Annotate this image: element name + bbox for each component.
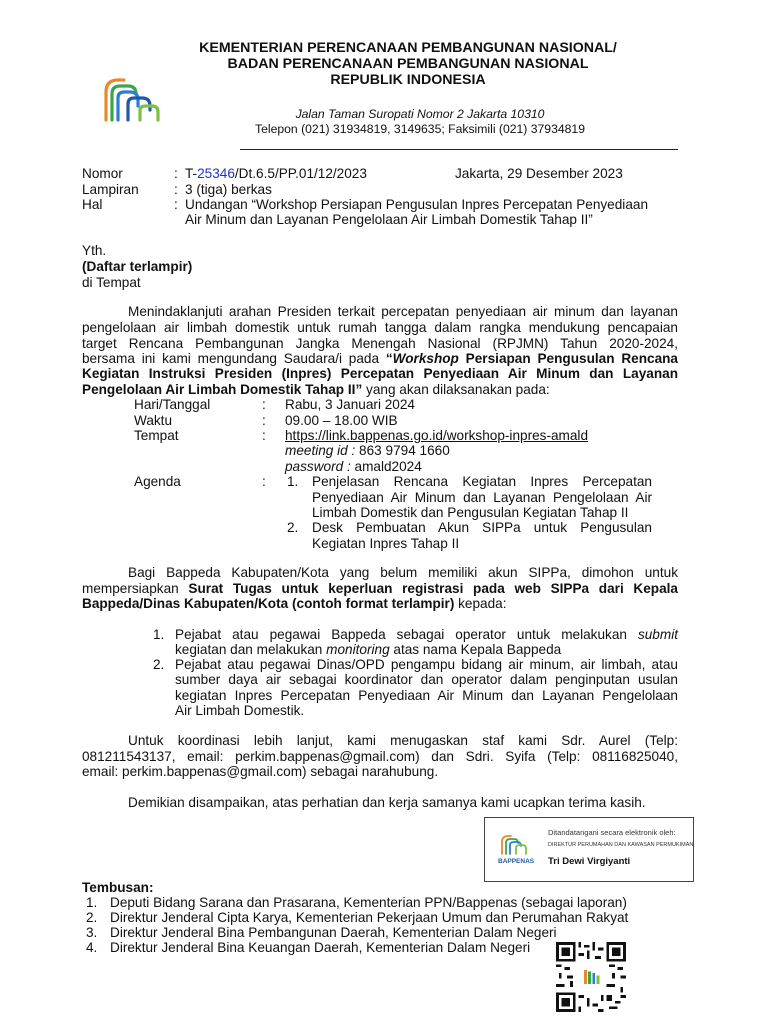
letterhead-title xyxy=(163,40,653,88)
waktu-value: 09.00 – 18.00 WIB xyxy=(285,413,398,428)
bappenas-logo-icon xyxy=(100,70,162,128)
letterhead-line-2: BADAN PERENCANAAN PEMBANGUNAN NASIONAL xyxy=(227,56,589,72)
agenda-item-2-line: Kegiatan Inpres Tahap II xyxy=(312,536,460,551)
qr-code-icon xyxy=(556,942,626,1012)
colon: : xyxy=(174,182,178,197)
paragraph-2-line: Bagi Bappeda Kabupaten/Kota yang belum memiliki akun SIPPa, dimohon untuk xyxy=(128,565,678,580)
paragraph-1-line: Pengelolaan Air Limbah Domestik Tahap II” yang akan dilaksanakan pada: xyxy=(82,382,550,397)
signer-name: Tri Dewi Virgiyanti xyxy=(548,856,631,867)
colon: : xyxy=(262,413,266,428)
tembusan-item: Direktur Jenderal Cipta Karya, Kementerian Pekerjaan Umum dan Perumahan Rakyat xyxy=(110,910,629,925)
paragraph-3-line: 081211543137, email: perkim.bappenas@gmail.com) dan Sdri. Syifa (Telp: 08116825040, xyxy=(82,749,678,764)
meeting-id: meeting id : 863 9794 1660 xyxy=(285,443,450,458)
list-item-2-line: Pejabat atau pegawai Dinas/OPD pengampu bidang air minum, air limbah, atau xyxy=(175,657,678,672)
list-item-1-line: kegiatan dan melakukan monitoring atas nama Kepala Bappeda xyxy=(175,642,562,657)
list-item-2-line: sumber daya air sebagai koordinator dan operator dalam penginputan usulan xyxy=(175,672,678,687)
list-item-2-line: Air Limbah Domestik. xyxy=(175,703,305,718)
signed-electronically-text: Ditandatangani secara elektronik oleh: xyxy=(548,828,676,837)
bappenas-logo-icon xyxy=(499,830,529,858)
list-num: 2. xyxy=(153,657,165,672)
e-signature-box xyxy=(484,817,694,882)
tembusan-label: Tembusan: xyxy=(82,880,154,895)
di-tempat: di Tempat xyxy=(82,275,141,290)
tembusan-item: Direktur Jenderal Bina Pembangunan Daerah, Kementerian Dalam Negeri xyxy=(110,925,557,940)
lampiran-value: 3 (tiga) berkas xyxy=(185,182,272,197)
colon: : xyxy=(174,197,178,212)
yth: Yth. xyxy=(82,243,107,258)
paragraph-1-line: target Rencana Pembangunan Jangka Menengah Nasional (RPJMN) Tahun 2020-2024, xyxy=(82,336,678,351)
lampiran-label: Lampiran xyxy=(82,182,139,197)
nomor-value: T-25346/Dt.6.5/PP.01/12/2023 xyxy=(185,166,367,181)
hari-label: Hari/Tanggal xyxy=(134,397,211,412)
waktu-label: Waktu xyxy=(134,413,173,428)
colon: : xyxy=(262,474,266,489)
paragraph-3-line: Untuk koordinasi lebih lanjut, kami menugaskan staf kami Sdr. Aurel (Telp: xyxy=(128,733,678,748)
agenda-label: Agenda xyxy=(134,474,181,489)
paragraph-1-line: pengelolaan air limbah domestik untuk rumah tangga dalam rangka mendukung pencapaian xyxy=(82,320,678,335)
workshop-link[interactable]: https://link.bappenas.go.id/workshop-inpres-amald xyxy=(285,428,589,443)
sig-logo-caption: BAPPENAS xyxy=(498,858,535,865)
letterhead-divider xyxy=(240,149,678,150)
hal-label: Hal xyxy=(82,197,103,212)
letterhead-line-1: KEMENTERIAN PERENCANAAN PEMBANGUNAN NASIONAL/ xyxy=(199,40,617,56)
hari-value: Rabu, 3 Januari 2024 xyxy=(285,397,415,412)
signer-position: DIREKTUR PERUMAHAN DAN KAWASAN PERMUKIMAN xyxy=(548,842,694,848)
hal-line-1: Undangan “Workshop Persiapan Pengusulan Inpres Percepatan Penyediaan xyxy=(185,197,649,212)
list-item-1-line: Pejabat atau pegawai Bappeda sebagai operator untuk melakukan submit xyxy=(175,627,678,642)
paragraph-1-line: Kegiatan Instruksi Presiden (Inpres) Percepatan Penyediaan Air Minum dan Layanan xyxy=(82,366,678,381)
paragraph-2-line: Bappeda/Dinas Kabupaten/Kota (contoh format terlampir) kepada: xyxy=(82,596,507,611)
agenda-item-2-line: Desk Pembuatan Akun SIPPa untuk Pengusulan xyxy=(312,520,652,535)
tembusan-item: Deputi Bidang Sarana dan Prasarana, Kementerian PPN/Bappenas (sebagai laporan) xyxy=(110,895,627,910)
hal-line-2: Air Minum dan Layanan Pengelolaan Air Limbah Domestik Tahap II” xyxy=(185,212,593,227)
colon: : xyxy=(174,166,178,181)
agenda-num: 2. xyxy=(287,520,299,535)
letterhead-address xyxy=(230,107,610,137)
letterhead-line-3: REPUBLIK INDONESIA xyxy=(330,72,486,88)
paragraph-1-line: bersama ini kami mengundang Saudara/i pada “Workshop Persiapan Pengusulan Rencana xyxy=(82,351,678,366)
paragraph-3-line: email: perkim.bappenas@gmail.com) sebagai narahubung. xyxy=(82,764,439,779)
agenda-item-1-line: Limbah Domestik dan Pengusulan Kegiatan Tahap II xyxy=(312,505,629,520)
tembusan-num: 1. xyxy=(86,895,98,910)
colon: : xyxy=(262,397,266,412)
meeting-password: password : amald2024 xyxy=(285,459,422,474)
letter-date: Jakarta, 29 Desember 2023 xyxy=(455,166,623,181)
agenda-item-1-line: Penjelasan Rencana Kegiatan Inpres Percepatan xyxy=(312,474,652,489)
list-item-2-line: kegiatan Inpres Percepatan Penyediaan Air Minum dan Layanan Pengelolaan xyxy=(175,688,678,703)
agenda-num: 1. xyxy=(287,474,299,489)
agenda-item-1-line: Penyediaan Air Minum dan Layanan Pengelolaan Air xyxy=(312,490,652,505)
closing-line: Demikian disampaikan, atas perhatian dan kerja samanya kami ucapkan terima kasih. xyxy=(128,795,646,810)
colon: : xyxy=(262,428,266,443)
tempat-label: Tempat xyxy=(134,428,179,443)
paragraph-2-line: mempersiapkan Surat Tugas untuk keperluan registrasi pada web SIPPa dari Kepala xyxy=(82,581,678,596)
paragraph-1-line: Menindaklanjuti arahan Presiden terkait percepatan penyediaan air minum dan layanan xyxy=(128,304,678,319)
address-line: Jalan Taman Suropati Nomor 2 Jakarta 10310 xyxy=(295,107,545,121)
phone-line: Telepon (021) 31934819, 3149635; Faksimili (021) 37934819 xyxy=(255,122,585,136)
list-num: 1. xyxy=(153,627,165,642)
nomor-label: Nomor xyxy=(82,166,123,181)
tembusan-num: 4. xyxy=(86,940,98,955)
tembusan-num: 3. xyxy=(86,925,98,940)
tembusan-item: Direktur Jenderal Bina Keuangan Daerah, Kementerian Dalam Negeri xyxy=(110,940,531,955)
daftar-terlampir: (Daftar terlampir) xyxy=(82,259,193,274)
tembusan-num: 2. xyxy=(86,910,98,925)
